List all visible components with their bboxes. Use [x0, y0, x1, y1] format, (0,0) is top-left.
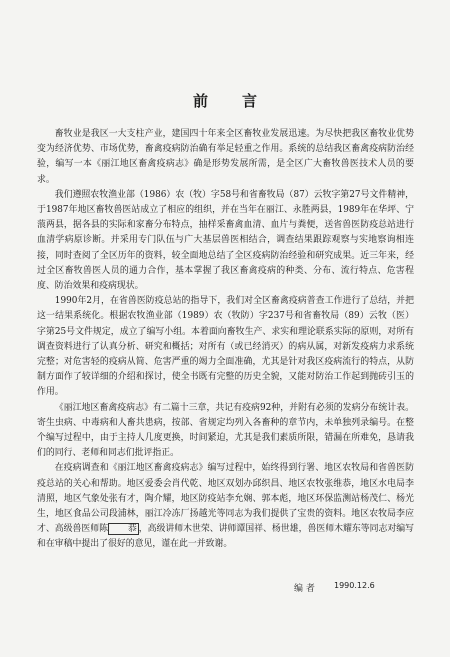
paragraph-5-part-2: ，高级讲师木世荣、讲师谭国祥、杨世雄，兽医师木耀东等同志对编写和在审稿中提出了很好的意见，谨在此一并致谢。	[37, 524, 415, 550]
paragraph-1: 畜牧业是我区一大支柱产业，建国四十年来全区畜牧业发展迅速。为尽快把我区畜牧业优势变为经济优势、市场优势，畜禽疫病防治确有举足轻重之作用。系统的总结我区畜禽疫病防治经验，编写一本《丽江地区畜禽疫病志》确是形势发展所需，是全区广大畜牧兽医技术人员的要求。	[37, 129, 414, 185]
date-label: 1990.12.6	[334, 581, 375, 590]
paragraph-5	[37, 461, 414, 552]
paragraph-4: 《丽江地区畜禽疫病志》有二篇十三章，共记有疫病92种，并附有必须的发病分布统计表。寄生虫病、中毒病和人畜共患病，按部、省规定均列入各畜种的章节内，未单独列录编号。在整个编写过程中，由于主持人几度更换，时间紧迫，尤其是我们素质所限，错漏在所难免，恳请我们的同行、老师和同志们批评指正。	[37, 402, 414, 459]
author-label: 编 者	[294, 584, 315, 594]
paragraph-2: 我们遵照农牧渔业部（1986）农（牧）字58号和省畜牧局（87）云牧字第27号文件精神，于1987年地区畜牧兽医站成立了相应的组织，并在当年在丽江、永胜两县，1989年在华坪、宁蒗两县，据各县的实际和家畜分布特点，抽样采畜禽血清、血片与粪便，送省兽医防疫总站进行血清学病原诊断。并采用专门队伍与广大基层兽医相结合，调查结果跟踪观察与实地察询相连接，同时查阅了全区历年的资料，较全面地总结了全区疫病防治经验和研究成果。近三年来，经过全区畜牧兽医人员的通力合作，基本掌握了我区畜禽疫病的种类、分布、流行特点、危害程度、防治效果和疫病现状。	[37, 189, 414, 292]
paragraph-3: 1990年2月，在省兽医防疫总站的指导下，我们对全区畜禽疫病普查工作进行了总结，并把这一结果系统化。根据农牧渔业部（1989）农（牧防）字237号和省畜牧局（89）云牧（医）字第25号文件规定，成立了编写小组。本着面向畜牧生产、求实和理论联系实际的原则，对所有调查资料进行了认真分析、研究和概括；对所有（或已经消灭）的病从属，对新发疫病力求系统完整；对危害轻的疫病从简、危害严重的竭力全面准确，尤其是针对我区疫病流行的特点，从防制方面作了较详细的介绍和探讨，使全书既有完整的历史全貌，又能对防治工作起到抛砖引玉的作用。	[37, 296, 414, 398]
title-char-1: 前	[192, 92, 208, 110]
page-title	[0, 90, 450, 111]
boxed-name: 恭	[108, 523, 139, 535]
title-char-2: 言	[242, 92, 258, 110]
paragraph-5-part-1: 在疫病调查和《丽江地区畜禽疫病志》编写过程中，始终得到行署、地区农牧局和省兽医防疫总站的关心和帮助。地区爱委会肖代乾、地区双划办邱织昌、地区农牧张维恭，地区水电局李清照，地区气象处张有才，陶介耀，地区防疫站李允娴、郭本彪，地区环保监测站杨茂仁、杨光生，地区食品公司段浦林，丽江冷冻厂扬越光等同志为我们提供了宝贵的资料。地区农牧局李应才、高级兽医师陈	[37, 463, 414, 535]
preface-body	[37, 127, 414, 553]
